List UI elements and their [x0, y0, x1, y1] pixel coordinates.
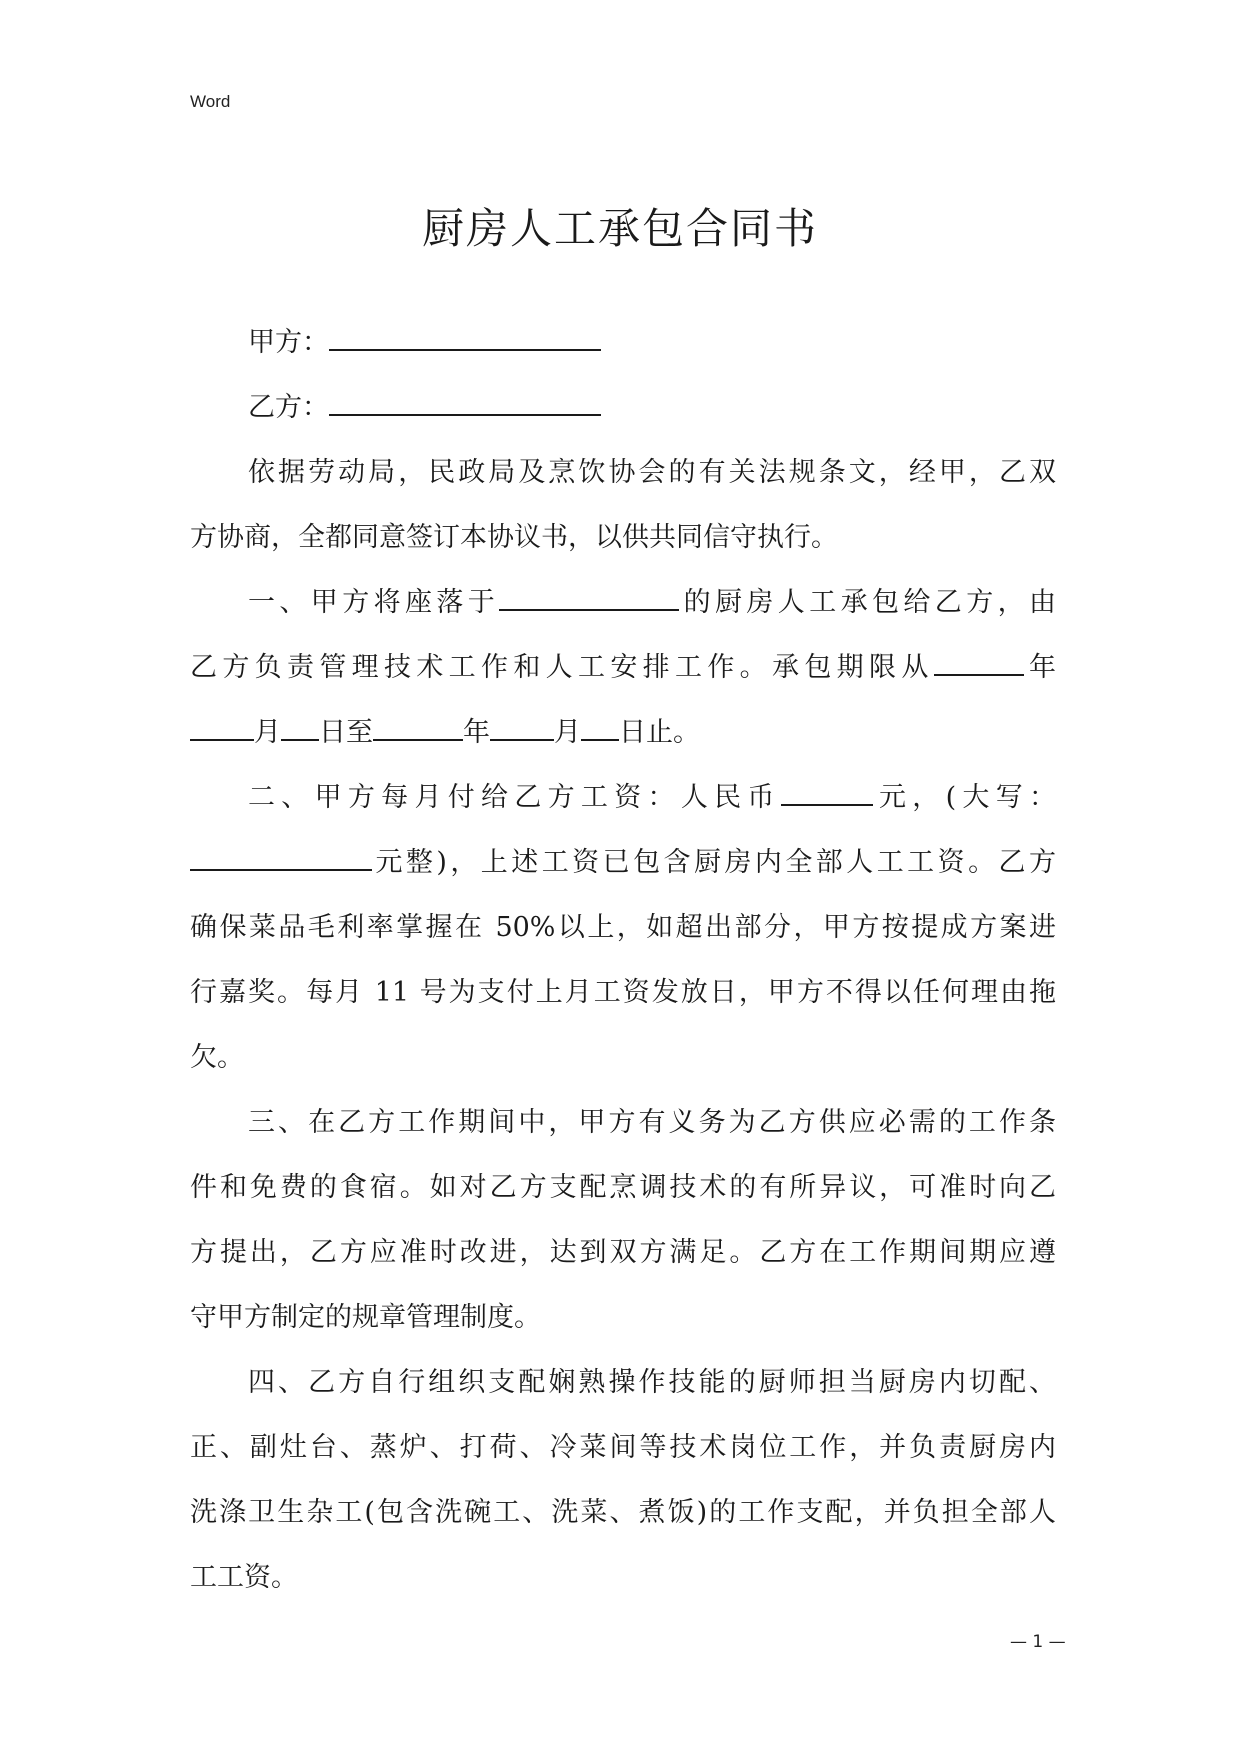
clause-4-line-4: 工工资。	[190, 1562, 298, 1593]
salary-uppercase-blank[interactable]	[190, 843, 372, 871]
clause-1-text: 月	[254, 717, 281, 748]
intro-line-2: 方协商，全都同意签订本协议书，以供共同信守执行。	[190, 522, 838, 553]
clause-2-line-1	[190, 765, 1056, 830]
clause-4-line-1: 四、乙方自行组织支配娴熟操作技能的厨师担当厨房内切配、	[248, 1367, 1056, 1398]
clause-4-line-2: 正、副灶台、蒸炉、打荷、冷菜间等技术岗位工作，并负责厨房内	[190, 1432, 1056, 1463]
clause-3-line-4: 守甲方制定的规章管理制度。	[190, 1302, 541, 1333]
clause-1-line-3	[190, 700, 1056, 765]
start-day-blank[interactable]	[281, 713, 319, 741]
clause-3-line-2: 件和免费的食宿。如对乙方支配烹调技术的有所异议，可准时向乙	[190, 1172, 1056, 1203]
clause-4-line-3: 洗涤卫生杂工(包含洗碗工、洗菜、煮饭)的工作支配，并负担全部人	[190, 1497, 1056, 1528]
clause-1-text: 年	[463, 717, 490, 748]
clause-1-line-2	[190, 635, 1056, 700]
clause-1-text: 的厨房人工承包给乙方，由	[679, 587, 1057, 618]
start-month-blank[interactable]	[190, 713, 254, 741]
salary-amount-blank[interactable]	[781, 778, 873, 806]
party-b-line	[190, 375, 1056, 440]
end-year-blank[interactable]	[373, 713, 463, 741]
clause-1-text: 乙方负责管理技术工作和人工安排工作。承包期限从	[190, 652, 934, 683]
clause-1-text: 年	[1023, 652, 1057, 683]
location-blank[interactable]	[499, 583, 679, 611]
clause-1-text: 日至	[319, 717, 373, 748]
document-title: 厨房人工承包合同书	[421, 204, 818, 253]
clause-1-text: 月	[554, 717, 581, 748]
clause-3-line-1: 三、在乙方工作期间中，甲方有义务为乙方供应必需的工作条	[248, 1107, 1056, 1138]
clause-3-line-3: 方提出，乙方应准时改进，达到双方满足。乙方在工作期间期应遵	[190, 1237, 1056, 1268]
clause-2-text: 元整)，上述工资已包含厨房内全部人工工资。乙方	[372, 847, 1056, 878]
clause-2-line-3: 确保菜品毛利率掌握在 50%以上，如超出部分，甲方按提成方案进	[190, 912, 1056, 943]
end-month-blank[interactable]	[490, 713, 554, 741]
clause-2-line-5: 欠。	[190, 1042, 244, 1073]
clause-1-text: 一、甲方将座落于	[248, 587, 500, 618]
party-a-line	[190, 310, 1056, 375]
clause-1-text: 日止。	[619, 717, 700, 748]
clause-1-line-1	[190, 570, 1056, 635]
intro-line-1: 依据劳动局，民政局及烹饮协会的有关法规条文，经甲，乙双	[248, 457, 1056, 488]
clause-2-text: 二、甲方每月付给乙方工资：人民币	[248, 782, 781, 813]
clause-2-text: 元，(大写：	[872, 782, 1056, 813]
clause-2-line-2	[190, 830, 1056, 895]
page-number: — 1 —	[1010, 1632, 1066, 1652]
party-a-label: 甲方：	[248, 327, 329, 358]
document-header-label: Word	[190, 92, 231, 111]
party-a-blank[interactable]	[329, 323, 601, 351]
party-b-blank[interactable]	[329, 388, 601, 416]
start-year-blank[interactable]	[934, 648, 1024, 676]
party-b-label: 乙方：	[248, 392, 329, 423]
clause-2-line-4: 行嘉奖。每月 11 号为支付上月工资发放日，甲方不得以任何理由拖	[190, 977, 1056, 1008]
document-body	[190, 310, 1056, 1610]
end-day-blank[interactable]	[581, 713, 619, 741]
